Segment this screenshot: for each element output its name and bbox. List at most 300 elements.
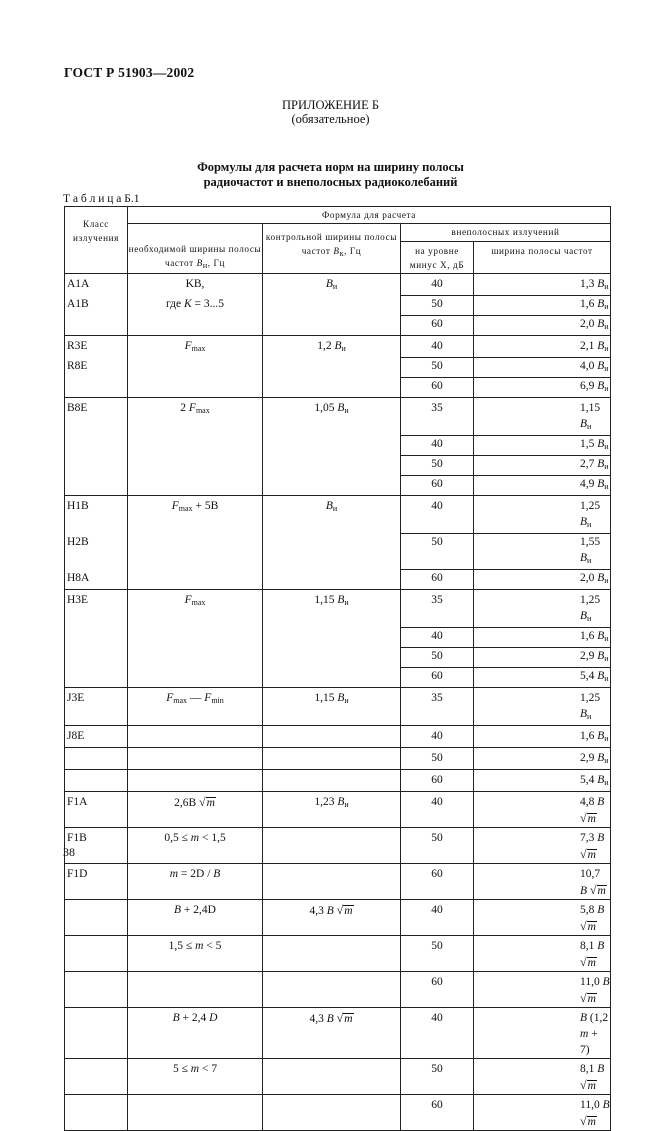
formula-symbol: $B_и$: [337, 402, 349, 415]
table-row: [65, 534, 611, 570]
cell-bandwidth: [474, 668, 611, 688]
cell-bandwidth-text: 2,0 $B_и$: [580, 572, 609, 585]
sqrt-symbol: √m: [336, 1011, 353, 1025]
cell-level: [401, 972, 474, 1008]
cell-necessary: [128, 792, 263, 828]
cell-bandwidth-text: 5,4 $B_и$: [580, 670, 609, 683]
cell-level-text: 35: [431, 692, 443, 704]
cell-level: [401, 570, 474, 590]
cell-level-text: 35: [431, 402, 443, 414]
formula-symbol: $B_и$: [597, 340, 609, 353]
cell-level: [401, 316, 474, 336]
cell-bandwidth: [474, 398, 611, 436]
sqrt-symbol: √m: [589, 883, 606, 897]
page-number: 38: [63, 845, 75, 859]
cell-bandwidth: [474, 336, 611, 358]
cell-necessary: [128, 936, 263, 972]
cell-bandwidth: [474, 748, 611, 770]
formula-symbol: $F_{max}$: [184, 340, 206, 353]
cell-class: [65, 296, 128, 316]
formula-symbol: $B_и$: [580, 516, 592, 529]
cell-bandwidth: [474, 936, 611, 972]
cell-bandwidth-text: 1,6 $B_и$: [580, 298, 609, 311]
cell-class-text: A1A: [67, 278, 90, 290]
cell-level: [401, 648, 474, 668]
appendix-heading: [0, 98, 661, 126]
cell-class: [65, 534, 128, 570]
cell-bandwidth-text: 2,9 $B_и$: [580, 650, 609, 663]
table-row: [65, 748, 611, 770]
header-outband: внеполосных излучений: [401, 224, 611, 242]
cell-control: [263, 398, 401, 436]
cell-level-text: 50: [431, 650, 443, 662]
cell-class: [65, 436, 128, 456]
cell-necessary: [128, 1059, 263, 1095]
cell-bandwidth: [474, 378, 611, 398]
formula-table: [64, 206, 611, 1131]
formula-symbol: $B_и$: [597, 360, 609, 373]
formula-symbol: $B_и$: [325, 500, 338, 513]
table-row: [65, 900, 611, 936]
cell-control-text: [326, 500, 337, 512]
cell-level-text: 40: [431, 278, 443, 290]
cell-bandwidth-text: B (1,2 m + 7): [580, 1012, 609, 1056]
cell-class: [65, 648, 128, 668]
formula-symbol: $B_и$: [597, 438, 609, 451]
table-row: [65, 274, 611, 296]
cell-level: [401, 358, 474, 378]
cell-level: [401, 688, 474, 726]
cell-control: [263, 726, 401, 748]
cell-necessary: [128, 436, 263, 456]
cell-bandwidth: [474, 828, 611, 864]
formula-symbol: $F_{max}$: [188, 402, 210, 415]
formula-symbol: $F_{max}$: [184, 594, 206, 607]
cell-necessary: [128, 570, 263, 590]
cell-level-text: 50: [431, 298, 443, 310]
cell-control: [263, 628, 401, 648]
cell-control-text: 4,3 B √m: [309, 903, 353, 917]
cell-necessary-text: 1,5 ≤ m < 5: [168, 940, 222, 952]
cell-level-text: 35: [431, 594, 443, 606]
cell-class: [65, 864, 128, 900]
cell-class: [65, 358, 128, 378]
cell-bandwidth-text: 1,3 $B_и$: [580, 278, 609, 291]
cell-level: [401, 792, 474, 828]
table-row: [65, 476, 611, 496]
sqrt-symbol: √m: [580, 991, 596, 1005]
cell-bandwidth-text: 7,3 B √m: [580, 832, 605, 861]
cell-class: [65, 274, 128, 296]
table-label: Т а б л и ц а Б.1: [63, 193, 140, 205]
cell-necessary-text: $F_{max} + 5B$: [171, 500, 219, 513]
cell-level: [401, 296, 474, 316]
cell-bandwidth: [474, 296, 611, 316]
cell-class: [65, 792, 128, 828]
cell-class: [65, 726, 128, 748]
cell-bandwidth: [474, 792, 611, 828]
cell-necessary: [128, 296, 263, 316]
cell-bandwidth-text: 2,9 $B_и$: [580, 752, 609, 765]
sqrt-symbol: √m: [580, 955, 596, 969]
cell-necessary: [128, 648, 263, 668]
title-line-2: радиочастот и внеполосных радиоколебаний: [203, 175, 458, 189]
cell-level-text: 40: [431, 796, 443, 808]
cell-level: [401, 668, 474, 688]
cell-level: [401, 1059, 474, 1095]
cell-control: [263, 1059, 401, 1095]
formula-symbol: $B_и$: [597, 278, 609, 291]
cell-class: [65, 476, 128, 496]
cell-control: [263, 770, 401, 792]
cell-class-text: H3E: [67, 594, 89, 606]
formula-symbol: $B_и$: [337, 594, 349, 607]
cell-bandwidth: [474, 1059, 611, 1095]
cell-control: [263, 378, 401, 398]
cell-level: [401, 534, 474, 570]
sqrt-symbol: √m: [580, 919, 596, 933]
cell-necessary: [128, 1008, 263, 1059]
formula-symbol: $B_и$: [597, 572, 609, 585]
cell-class-text: F1D: [67, 868, 88, 880]
cell-bandwidth-text: 11,0 B √m: [580, 1099, 610, 1128]
cell-bandwidth: [474, 972, 611, 1008]
table-row: [65, 496, 611, 534]
cell-level: [401, 900, 474, 936]
cell-bandwidth: [474, 628, 611, 648]
cell-necessary: [128, 1095, 263, 1131]
cell-class: [65, 1008, 128, 1059]
formula-symbol: $B_и$: [334, 340, 346, 353]
appendix-title: ПРИЛОЖЕНИЕ Б: [281, 98, 380, 112]
cell-bandwidth-text: 1,6 $B_и$: [580, 630, 609, 643]
formula-symbol: $B_и$: [597, 478, 609, 491]
appendix-note: (обязательное): [291, 112, 370, 126]
table-row: [65, 336, 611, 358]
cell-necessary: [128, 590, 263, 628]
cell-level: [401, 436, 474, 456]
formula-symbol: $B_и$: [597, 752, 609, 765]
cell-control: [263, 936, 401, 972]
cell-bandwidth: [474, 590, 611, 628]
cell-class-text: J8E: [67, 730, 85, 742]
cell-class-text: H2B: [67, 535, 89, 548]
cell-class: [65, 590, 128, 628]
cell-control: [263, 668, 401, 688]
cell-level-text: 40: [431, 340, 443, 352]
cell-bandwidth: [474, 900, 611, 936]
formula-symbol: $B_и$: [597, 774, 609, 787]
cell-control: [263, 496, 401, 534]
cell-level: [401, 476, 474, 496]
cell-control: [263, 476, 401, 496]
cell-bandwidth-text: 4,8 B √m: [580, 796, 605, 825]
cell-necessary: [128, 274, 263, 296]
cell-level: [401, 456, 474, 476]
cell-level: [401, 274, 474, 296]
cell-bandwidth-text: 5,8 B √m: [580, 904, 605, 933]
cell-control: [263, 900, 401, 936]
cell-necessary: [128, 770, 263, 792]
cell-level: [401, 1095, 474, 1131]
cell-level: [401, 496, 474, 534]
cell-bandwidth-text: 1,5 $B_и$: [580, 438, 609, 451]
cell-necessary: [128, 534, 263, 570]
cell-bandwidth-text: 10,7 B √m: [580, 868, 606, 897]
cell-level-text: 60: [431, 774, 443, 786]
sqrt-symbol: √m: [336, 903, 353, 917]
cell-class: [65, 336, 128, 358]
cell-control-text: [326, 278, 337, 290]
formula-symbol: $B_и$: [337, 796, 349, 809]
cell-bandwidth-text: 5,4 $B_и$: [580, 774, 609, 787]
cell-necessary-text: KB,: [185, 278, 205, 290]
cell-level-text: 50: [431, 752, 443, 764]
cell-necessary: [128, 476, 263, 496]
table-row: [65, 936, 611, 972]
cell-necessary: [128, 864, 263, 900]
table-row: [65, 378, 611, 398]
cell-class-text: A1B: [67, 297, 89, 310]
cell-class-text: R8E: [67, 359, 88, 372]
cell-control-text: 1,05 $B_и$: [314, 402, 349, 415]
title-line-1: Формулы для расчета норм на ширину полосы: [197, 160, 464, 174]
cell-level: [401, 748, 474, 770]
cell-control: [263, 748, 401, 770]
cell-class-text: F1A: [67, 796, 88, 808]
cell-bandwidth: [474, 456, 611, 476]
cell-necessary-text: B + 2,4D: [174, 904, 216, 916]
table-row: [65, 570, 611, 590]
sqrt-symbol: √m: [580, 847, 596, 861]
cell-control: [263, 296, 401, 316]
formula-symbol: $B_и$: [597, 318, 609, 331]
cell-bandwidth-text: 1,25 $B_и$: [580, 500, 601, 529]
cell-control: [263, 570, 401, 590]
header-necessary-width: необходимой ширины полосы частот Bн, Гц: [128, 224, 263, 274]
table-row: [65, 456, 611, 476]
cell-level-text: 60: [431, 670, 443, 682]
cell-class: [65, 1059, 128, 1095]
cell-bandwidth-text: 8,1 B √m: [580, 940, 605, 969]
cell-bandwidth-text: 1,55 $B_и$: [580, 536, 601, 565]
cell-bandwidth: [474, 726, 611, 748]
cell-control: [263, 456, 401, 476]
cell-class: [65, 456, 128, 476]
cell-bandwidth: [474, 688, 611, 726]
cell-level: [401, 936, 474, 972]
cell-bandwidth-text: 1,6 $B_и$: [580, 730, 609, 743]
cell-class: [65, 570, 128, 590]
cell-bandwidth-text: 6,9 $B_и$: [580, 380, 609, 393]
cell-bandwidth: [474, 1095, 611, 1131]
cell-control: [263, 358, 401, 378]
formula-symbol: $B_и$: [597, 298, 609, 311]
cell-bandwidth: [474, 1008, 611, 1059]
cell-necessary-text: [185, 340, 206, 352]
cell-bandwidth: [474, 274, 611, 296]
header-level: на уровне минус X, дБ: [401, 241, 474, 273]
table-row: [65, 436, 611, 456]
cell-control: [263, 792, 401, 828]
cell-level: [401, 590, 474, 628]
cell-level: [401, 336, 474, 358]
formula-symbol: $B_и$: [325, 278, 338, 291]
cell-level-text: 40: [431, 500, 443, 512]
cell-necessary-text: 2 $F_{max}$: [180, 402, 210, 415]
cell-necessary: [128, 398, 263, 436]
cell-level: [401, 378, 474, 398]
cell-necessary: [128, 828, 263, 864]
cell-control: [263, 590, 401, 628]
cell-class-text: H8A: [67, 571, 90, 584]
header-class: Класс излучения: [65, 207, 128, 274]
cell-bandwidth: [474, 648, 611, 668]
cell-bandwidth-text: 4,9 $B_и$: [580, 478, 609, 491]
formula-symbol: $B_и$: [580, 418, 592, 431]
cell-class: [65, 972, 128, 1008]
table-row: [65, 864, 611, 900]
table-row: [65, 398, 611, 436]
cell-necessary: [128, 378, 263, 398]
formula-symbol: $F_{max}$: [171, 500, 193, 513]
cell-necessary-text: $F_{max}$ — $F_{min}$: [166, 692, 224, 705]
cell-level-text: 60: [431, 478, 443, 490]
cell-class-text: H1B: [67, 500, 89, 512]
cell-control-text: 1,2 $B_и$: [317, 340, 346, 353]
table-row: [65, 668, 611, 688]
cell-bandwidth-text: 2,1 $B_и$: [580, 340, 609, 353]
formula-symbol: $B_и$: [597, 650, 609, 663]
cell-control: [263, 688, 401, 726]
cell-level-text: 60: [431, 318, 443, 330]
cell-necessary: [128, 456, 263, 476]
cell-necessary: [128, 496, 263, 534]
cell-control: [263, 534, 401, 570]
table-row: [65, 648, 611, 668]
cell-class: [65, 668, 128, 688]
cell-level-text: 40: [431, 730, 443, 742]
cell-bandwidth-text: 1,15 $B_и$: [580, 402, 601, 431]
cell-control: [263, 972, 401, 1008]
cell-control-text: 4,3 B √m: [309, 1011, 353, 1025]
table-row: [65, 688, 611, 726]
formula-symbol: $B_и$: [580, 708, 592, 721]
cell-level: [401, 864, 474, 900]
cell-control: [263, 648, 401, 668]
cell-level-text: 40: [431, 1012, 443, 1024]
cell-level-text: 50: [431, 536, 443, 548]
cell-level-text: 50: [431, 458, 443, 470]
cell-class: [65, 1095, 128, 1131]
formula-symbol: $B_и$: [337, 692, 349, 705]
cell-bandwidth-text: 4,0 $B_и$: [580, 360, 609, 373]
cell-level: [401, 726, 474, 748]
cell-class: [65, 900, 128, 936]
cell-necessary-text: m = 2D / B: [169, 868, 221, 880]
formula-symbol: $B_и$: [580, 610, 592, 623]
sqrt-symbol: √m: [580, 1114, 596, 1128]
cell-class: [65, 378, 128, 398]
cell-bandwidth-text: 11,0 B √m: [580, 976, 610, 1005]
table-row: [65, 792, 611, 828]
cell-level-text: 40: [431, 630, 443, 642]
cell-bandwidth-text: 2,0 $B_и$: [580, 318, 609, 331]
cell-necessary: [128, 316, 263, 336]
cell-level-text: 60: [431, 868, 443, 880]
table-row: [65, 1095, 611, 1131]
cell-necessary-text: 0,5 ≤ m < 1,5: [164, 832, 226, 844]
cell-level-text: 60: [431, 572, 443, 584]
cell-bandwidth: [474, 476, 611, 496]
cell-level-text: 50: [431, 1063, 443, 1075]
cell-level-text: 60: [431, 976, 443, 988]
table-row: [65, 590, 611, 628]
cell-necessary-text: [185, 594, 206, 606]
table-row: [65, 358, 611, 378]
cell-level-text: 50: [431, 360, 443, 372]
table-row: [65, 828, 611, 864]
cell-bandwidth-text: 1,25 $B_и$: [580, 692, 601, 721]
cell-bandwidth: [474, 864, 611, 900]
cell-class: [65, 316, 128, 336]
table-row: [65, 1008, 611, 1059]
formula-symbol: $B_и$: [580, 552, 592, 565]
cell-class: [65, 688, 128, 726]
cell-necessary: [128, 358, 263, 378]
cell-bandwidth: [474, 496, 611, 534]
cell-control: [263, 864, 401, 900]
cell-control: [263, 316, 401, 336]
table-row: [65, 726, 611, 748]
cell-control: [263, 336, 401, 358]
cell-control-text: 1,15 $B_и$: [314, 692, 349, 705]
cell-control: [263, 828, 401, 864]
cell-bandwidth: [474, 436, 611, 456]
cell-necessary-text: 2,6B √m: [174, 795, 215, 809]
cell-bandwidth-text: 1,25 $B_и$: [580, 594, 601, 623]
cell-control-text: 1,23 $B_и$: [314, 796, 349, 809]
cell-level-text: 40: [431, 904, 443, 916]
sqrt-symbol: √m: [580, 811, 596, 825]
table-row: [65, 296, 611, 316]
table-row: [65, 972, 611, 1008]
cell-bandwidth: [474, 534, 611, 570]
cell-level-text: 40: [431, 438, 443, 450]
sqrt-symbol: √m: [580, 1078, 596, 1092]
cell-level: [401, 1008, 474, 1059]
formula-symbol: $B_и$: [597, 630, 609, 643]
table-row: [65, 770, 611, 792]
cell-necessary: [128, 726, 263, 748]
formula-symbol: $B_и$: [597, 730, 609, 743]
formula-symbol: $F_{max}$: [166, 692, 188, 705]
cell-necessary: [128, 628, 263, 648]
header-formula: Формула для расчета: [128, 207, 611, 224]
cell-bandwidth: [474, 570, 611, 590]
cell-control: [263, 1008, 401, 1059]
cell-level-text: 60: [431, 1099, 443, 1111]
cell-bandwidth: [474, 358, 611, 378]
cell-bandwidth: [474, 316, 611, 336]
table-title: [0, 160, 661, 190]
cell-control: [263, 436, 401, 456]
cell-class-text: B8E: [67, 402, 88, 414]
cell-necessary: [128, 336, 263, 358]
cell-level: [401, 770, 474, 792]
cell-level: [401, 828, 474, 864]
cell-class: [65, 936, 128, 972]
